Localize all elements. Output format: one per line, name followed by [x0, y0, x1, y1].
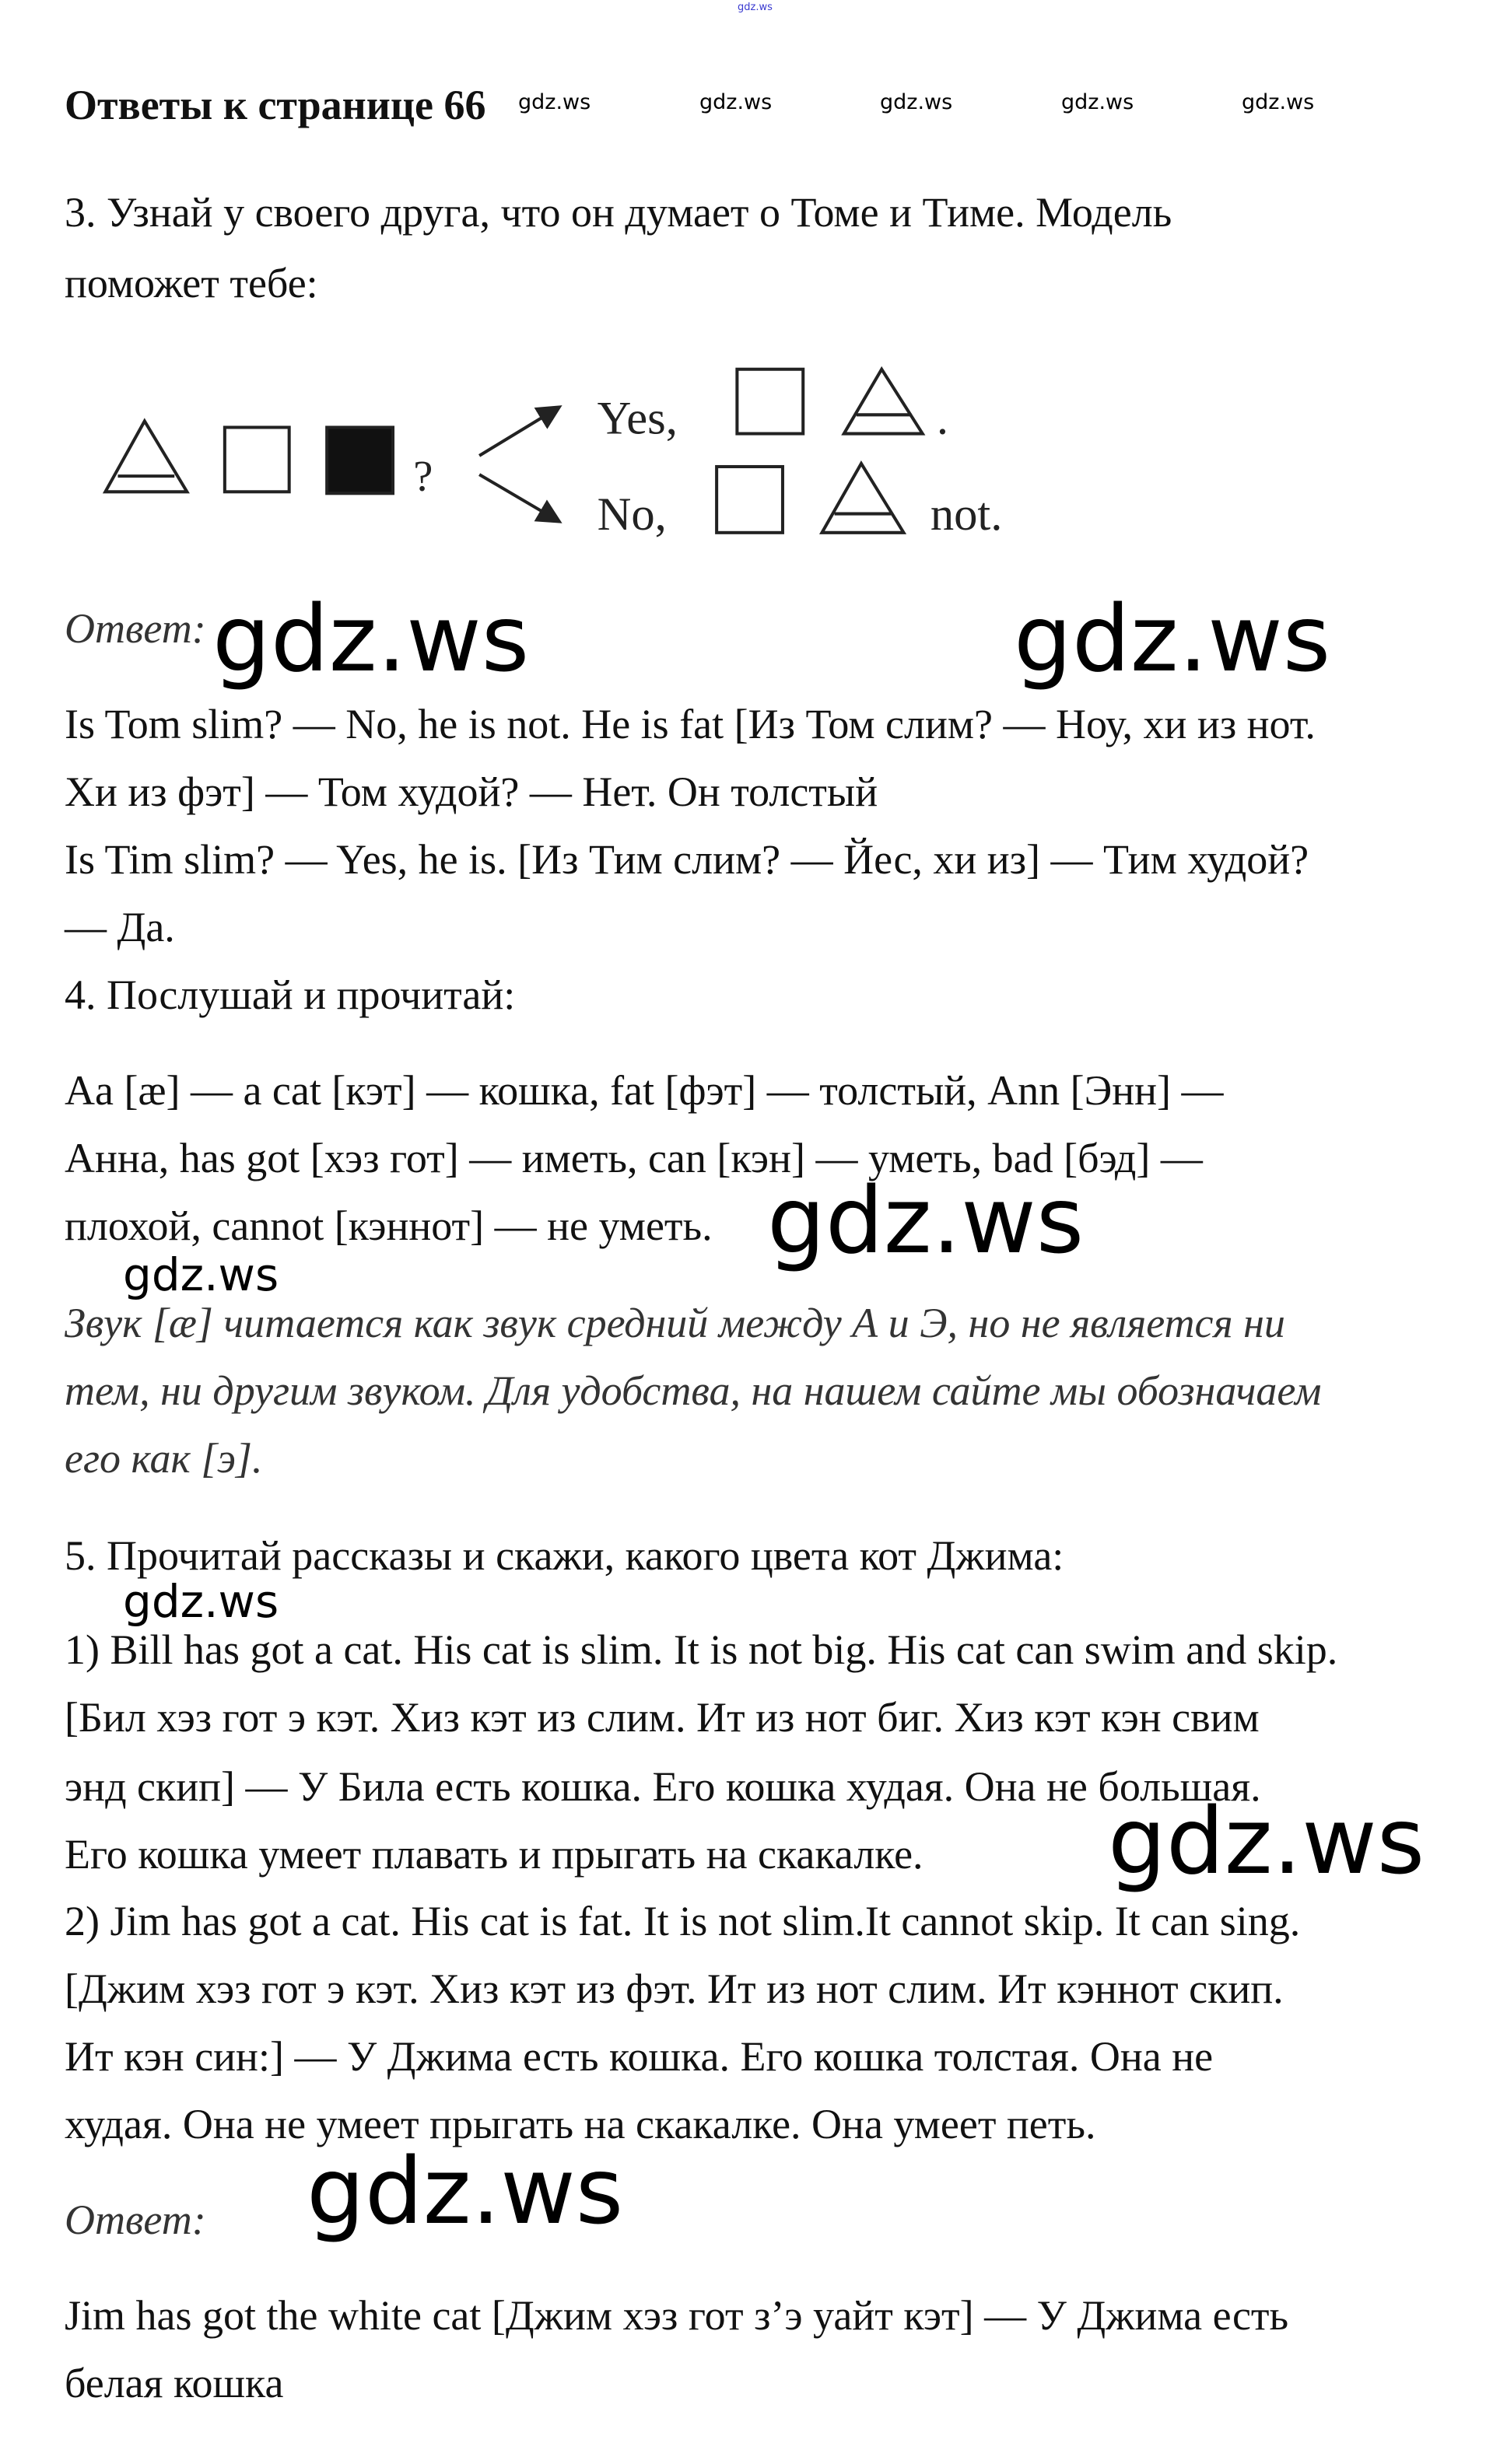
task4-text: Aa [æ] — a cat [кэт] — кошка, fat [фэт] — толстый, Ann [Энн] — [65, 1067, 1224, 1114]
answer-line: Is Tom slim? — No, he is not. He is fat [Из Том слим? — Ноу, хи из нот. [65, 701, 1316, 747]
task4-text: Анна, has got [хэз гот] — иметь, can [кэн] — уметь, bad [бэд] — [65, 1135, 1203, 1181]
watermark: gdz.ws [767, 1167, 1085, 1274]
watermark: gdz.ws [1061, 90, 1134, 114]
task4-text: плохой, cannot [кэннот] — не уметь. [65, 1202, 713, 1249]
task4-title: 4. Послушай и прочитай: [65, 971, 516, 1018]
yes-label: Yes, [597, 392, 678, 445]
triangle-icon [105, 421, 187, 492]
page-title: Ответы к странице 66 [65, 82, 486, 128]
watermark: gdz.ws [518, 90, 591, 114]
task4-note: Звук [æ] читается как звук средний между А и Э, но не является ни [65, 1300, 1285, 1346]
yes-end: . [936, 392, 949, 445]
top-watermark: gdz.ws [738, 2, 773, 13]
task3-text: поможет тебе: [65, 260, 318, 306]
answer-line: Is Tim slim? — Yes, he is. [Из Тим слим? — Йес, хи из] — Тим худой? [65, 836, 1309, 883]
task3-text: 3. Узнай у своего друга, что он думает о Томе и Тиме. Модель [65, 189, 1172, 236]
model-diagram [0, 0, 1493, 622]
black-square-icon [327, 427, 393, 493]
square-icon [225, 427, 289, 492]
story2-line: Ит кэн син:] — У Джима есть кошка. Его кошка толстая. Она не [65, 2033, 1214, 2080]
story1-line: энд скип] — У Била есть кошка. Его кошка худая. Она не большая. [65, 1763, 1261, 1810]
no-end: not. [930, 488, 1003, 541]
watermark: gdz.ws [123, 1248, 279, 1301]
answer-line: Хи из фэт] — Том худой? — Нет. Он толстый [65, 768, 878, 815]
task5-title: 5. Прочитай рассказы и скажи, какого цвета кот Джима: [65, 1532, 1064, 1579]
square-icon [737, 369, 803, 434]
triangle-icon [822, 464, 903, 533]
watermark: gdz.ws [123, 1575, 279, 1628]
task4-note: тем, ни другим звуком. Для удобства, на нашем сайте мы обозначаем [65, 1367, 1322, 1414]
watermark: gdz.ws [212, 585, 530, 692]
watermark: gdz.ws [699, 90, 773, 114]
answer-line: Jim has got the white cat [Джим хэз гот з’э уайт кэт] — У Джима есть [65, 2292, 1289, 2339]
story1-line: Его кошка умеет плавать и прыгать на скакалке. [65, 1831, 923, 1878]
question-mark: ? [413, 452, 433, 501]
task4-note: его как [э]. [65, 1435, 263, 1482]
watermark: gdz.ws [1242, 90, 1315, 114]
watermark: gdz.ws [307, 2137, 624, 2245]
triangle-icon [844, 369, 923, 434]
square-icon [717, 467, 783, 533]
story2-line: 2) Jim has got a cat. His cat is fat. It is not slim.It cannot skip. It can sing. [65, 1898, 1301, 1944]
no-label: No, [597, 488, 667, 541]
answer-line: белая кошка [65, 2360, 284, 2406]
arrow-up-icon [479, 407, 559, 456]
answer-label: Ответ: [65, 2196, 206, 2243]
watermark: gdz.ws [1014, 585, 1331, 692]
answer-label: Ответ: [65, 605, 206, 652]
arrow-down-icon [479, 474, 559, 522]
story1-line: 1) Bill has got a cat. His cat is slim. It is not big. His cat can swim and skip. [65, 1626, 1338, 1673]
watermark: gdz.ws [880, 90, 953, 114]
story2-line: [Джим хэз гот э кэт. Хиз кэт из фэт. Ит из нот слим. Ит кэннот скип. [65, 1965, 1284, 2012]
watermark: gdz.ws [1108, 1787, 1425, 1895]
story2-line: худая. Она не умеет прыгать на скакалке. Она умеет петь. [65, 2101, 1096, 2147]
answer-line: — Да. [65, 904, 175, 950]
story1-line: [Бил хэз гот э кэт. Хиз кэт из слим. Ит из нот биг. Хиз кэт кэн свим [65, 1694, 1260, 1741]
